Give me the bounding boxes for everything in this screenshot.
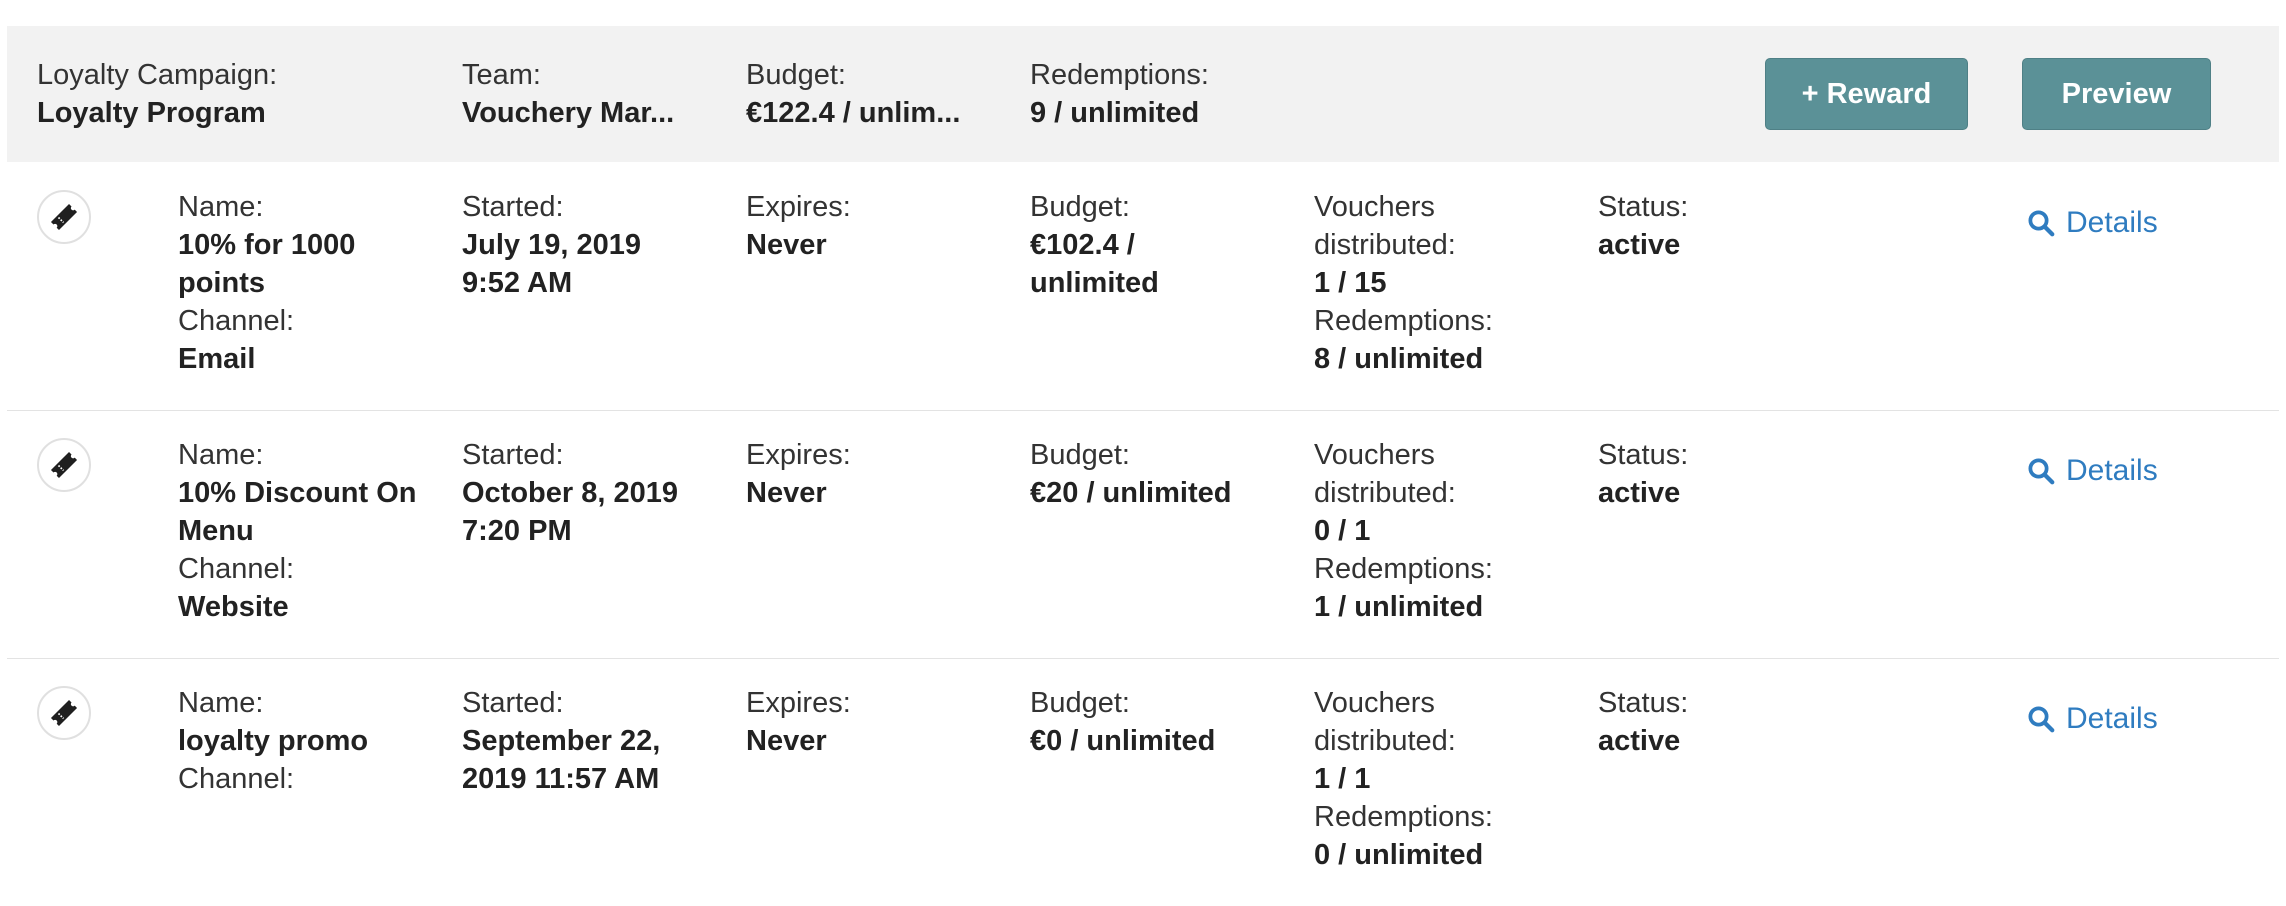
- reward-name: 10% for 1000 points: [178, 229, 356, 299]
- details-link[interactable]: [2026, 454, 2158, 488]
- redemptions-value: 0 / unlimited: [1314, 839, 1484, 871]
- channel-label: Channel:: [178, 763, 295, 795]
- reward-row: [7, 162, 2279, 410]
- status-label: Status:: [1598, 439, 1689, 471]
- status-value: active: [1598, 725, 1681, 757]
- reward-name-cell: [178, 436, 418, 626]
- expires-cell: [746, 436, 986, 512]
- vouchers-distributed-value: 0 / 1: [1314, 515, 1371, 547]
- vouchers-distributed-value: 1 / 15: [1314, 267, 1387, 299]
- name-label: Name:: [178, 439, 264, 471]
- header-budget-label: Budget:: [746, 59, 846, 91]
- campaign-header: [7, 26, 2279, 162]
- budget-label: Budget:: [1030, 191, 1130, 223]
- reward-channel: Website: [178, 591, 289, 623]
- vouchers-distributed-label: Vouchers distributed:: [1314, 687, 1456, 757]
- started-cell: [462, 436, 702, 550]
- budget-value: €102.4 / unlimited: [1030, 229, 1159, 299]
- status-cell: [1598, 188, 1798, 264]
- details-label[interactable]: Details: [2066, 206, 2158, 239]
- add-reward-button[interactable]: + Reward: [1765, 58, 1968, 130]
- redemptions-value: 1 / unlimited: [1314, 591, 1484, 623]
- status-label: Status:: [1598, 191, 1689, 223]
- team-label: Team:: [462, 59, 541, 91]
- redemptions-label: Redemptions:: [1314, 305, 1493, 337]
- campaign-info: [37, 56, 437, 132]
- header-budget-value: €122.4 / unlim...: [746, 97, 961, 129]
- started-cell: [462, 188, 702, 302]
- status-value: active: [1598, 229, 1681, 261]
- budget-value: €0 / unlimited: [1030, 725, 1216, 757]
- status-cell: [1598, 436, 1798, 512]
- reward-row: [7, 658, 2279, 906]
- redemptions-info: [1030, 56, 1330, 132]
- search-icon: [2026, 456, 2056, 486]
- details-link[interactable]: [2026, 702, 2158, 736]
- started-value: September 22, 2019 11:57 AM: [462, 725, 661, 795]
- expires-cell: [746, 684, 986, 760]
- redemptions-label: Redemptions:: [1314, 801, 1493, 833]
- reward-name-cell: [178, 684, 418, 798]
- expires-label: Expires:: [746, 439, 851, 471]
- started-value: July 19, 2019 9:52 AM: [462, 229, 641, 299]
- status-value: active: [1598, 477, 1681, 509]
- status-cell: [1598, 684, 1798, 760]
- name-label: Name:: [178, 687, 264, 719]
- reward-name: loyalty promo: [178, 725, 369, 757]
- started-label: Started:: [462, 439, 564, 471]
- details-link[interactable]: [2026, 206, 2158, 240]
- budget-label: Budget:: [1030, 687, 1130, 719]
- reward-name-cell: [178, 188, 418, 378]
- expires-value: Never: [746, 725, 827, 757]
- details-label[interactable]: Details: [2066, 702, 2158, 735]
- expires-cell: [746, 188, 986, 264]
- expires-label: Expires:: [746, 191, 851, 223]
- vouchers-distributed-value: 1 / 1: [1314, 763, 1371, 795]
- status-label: Status:: [1598, 687, 1689, 719]
- search-icon: [2026, 208, 2056, 238]
- budget-info: [746, 56, 986, 132]
- started-label: Started:: [462, 191, 564, 223]
- voucher-ticket-icon: [37, 190, 91, 244]
- budget-value: €20 / unlimited: [1030, 477, 1232, 509]
- distribution-cell: [1314, 684, 1504, 874]
- campaign-name: Loyalty Program: [37, 97, 266, 129]
- voucher-ticket-icon: [37, 438, 91, 492]
- budget-cell: [1030, 684, 1270, 760]
- started-label: Started:: [462, 687, 564, 719]
- redemptions-label: Redemptions:: [1314, 553, 1493, 585]
- header-redemptions-value: 9 / unlimited: [1030, 97, 1200, 129]
- expires-label: Expires:: [746, 687, 851, 719]
- details-label[interactable]: Details: [2066, 454, 2158, 487]
- preview-button[interactable]: Preview: [2022, 58, 2211, 130]
- name-label: Name:: [178, 191, 264, 223]
- expires-value: Never: [746, 477, 827, 509]
- budget-cell: [1030, 436, 1270, 512]
- channel-label: Channel:: [178, 553, 295, 585]
- voucher-ticket-icon: [37, 686, 91, 740]
- budget-cell: [1030, 188, 1270, 302]
- redemptions-value: 8 / unlimited: [1314, 343, 1484, 375]
- channel-label: Channel:: [178, 305, 295, 337]
- search-icon: [2026, 704, 2056, 734]
- vouchers-distributed-label: Vouchers distributed:: [1314, 439, 1456, 509]
- started-value: October 8, 2019 7:20 PM: [462, 477, 678, 547]
- distribution-cell: [1314, 436, 1504, 626]
- header-redemptions-label: Redemptions:: [1030, 59, 1209, 91]
- reward-channel: Email: [178, 343, 256, 375]
- expires-value: Never: [746, 229, 827, 261]
- reward-row: [7, 410, 2279, 658]
- team-name: Vouchery Mar...: [462, 97, 675, 129]
- vouchers-distributed-label: Vouchers distributed:: [1314, 191, 1456, 261]
- budget-label: Budget:: [1030, 439, 1130, 471]
- started-cell: [462, 684, 702, 798]
- campaign-label: Loyalty Campaign:: [37, 59, 278, 91]
- distribution-cell: [1314, 188, 1504, 378]
- team-info: [462, 56, 692, 132]
- reward-name: 10% Discount On Menu: [178, 477, 417, 547]
